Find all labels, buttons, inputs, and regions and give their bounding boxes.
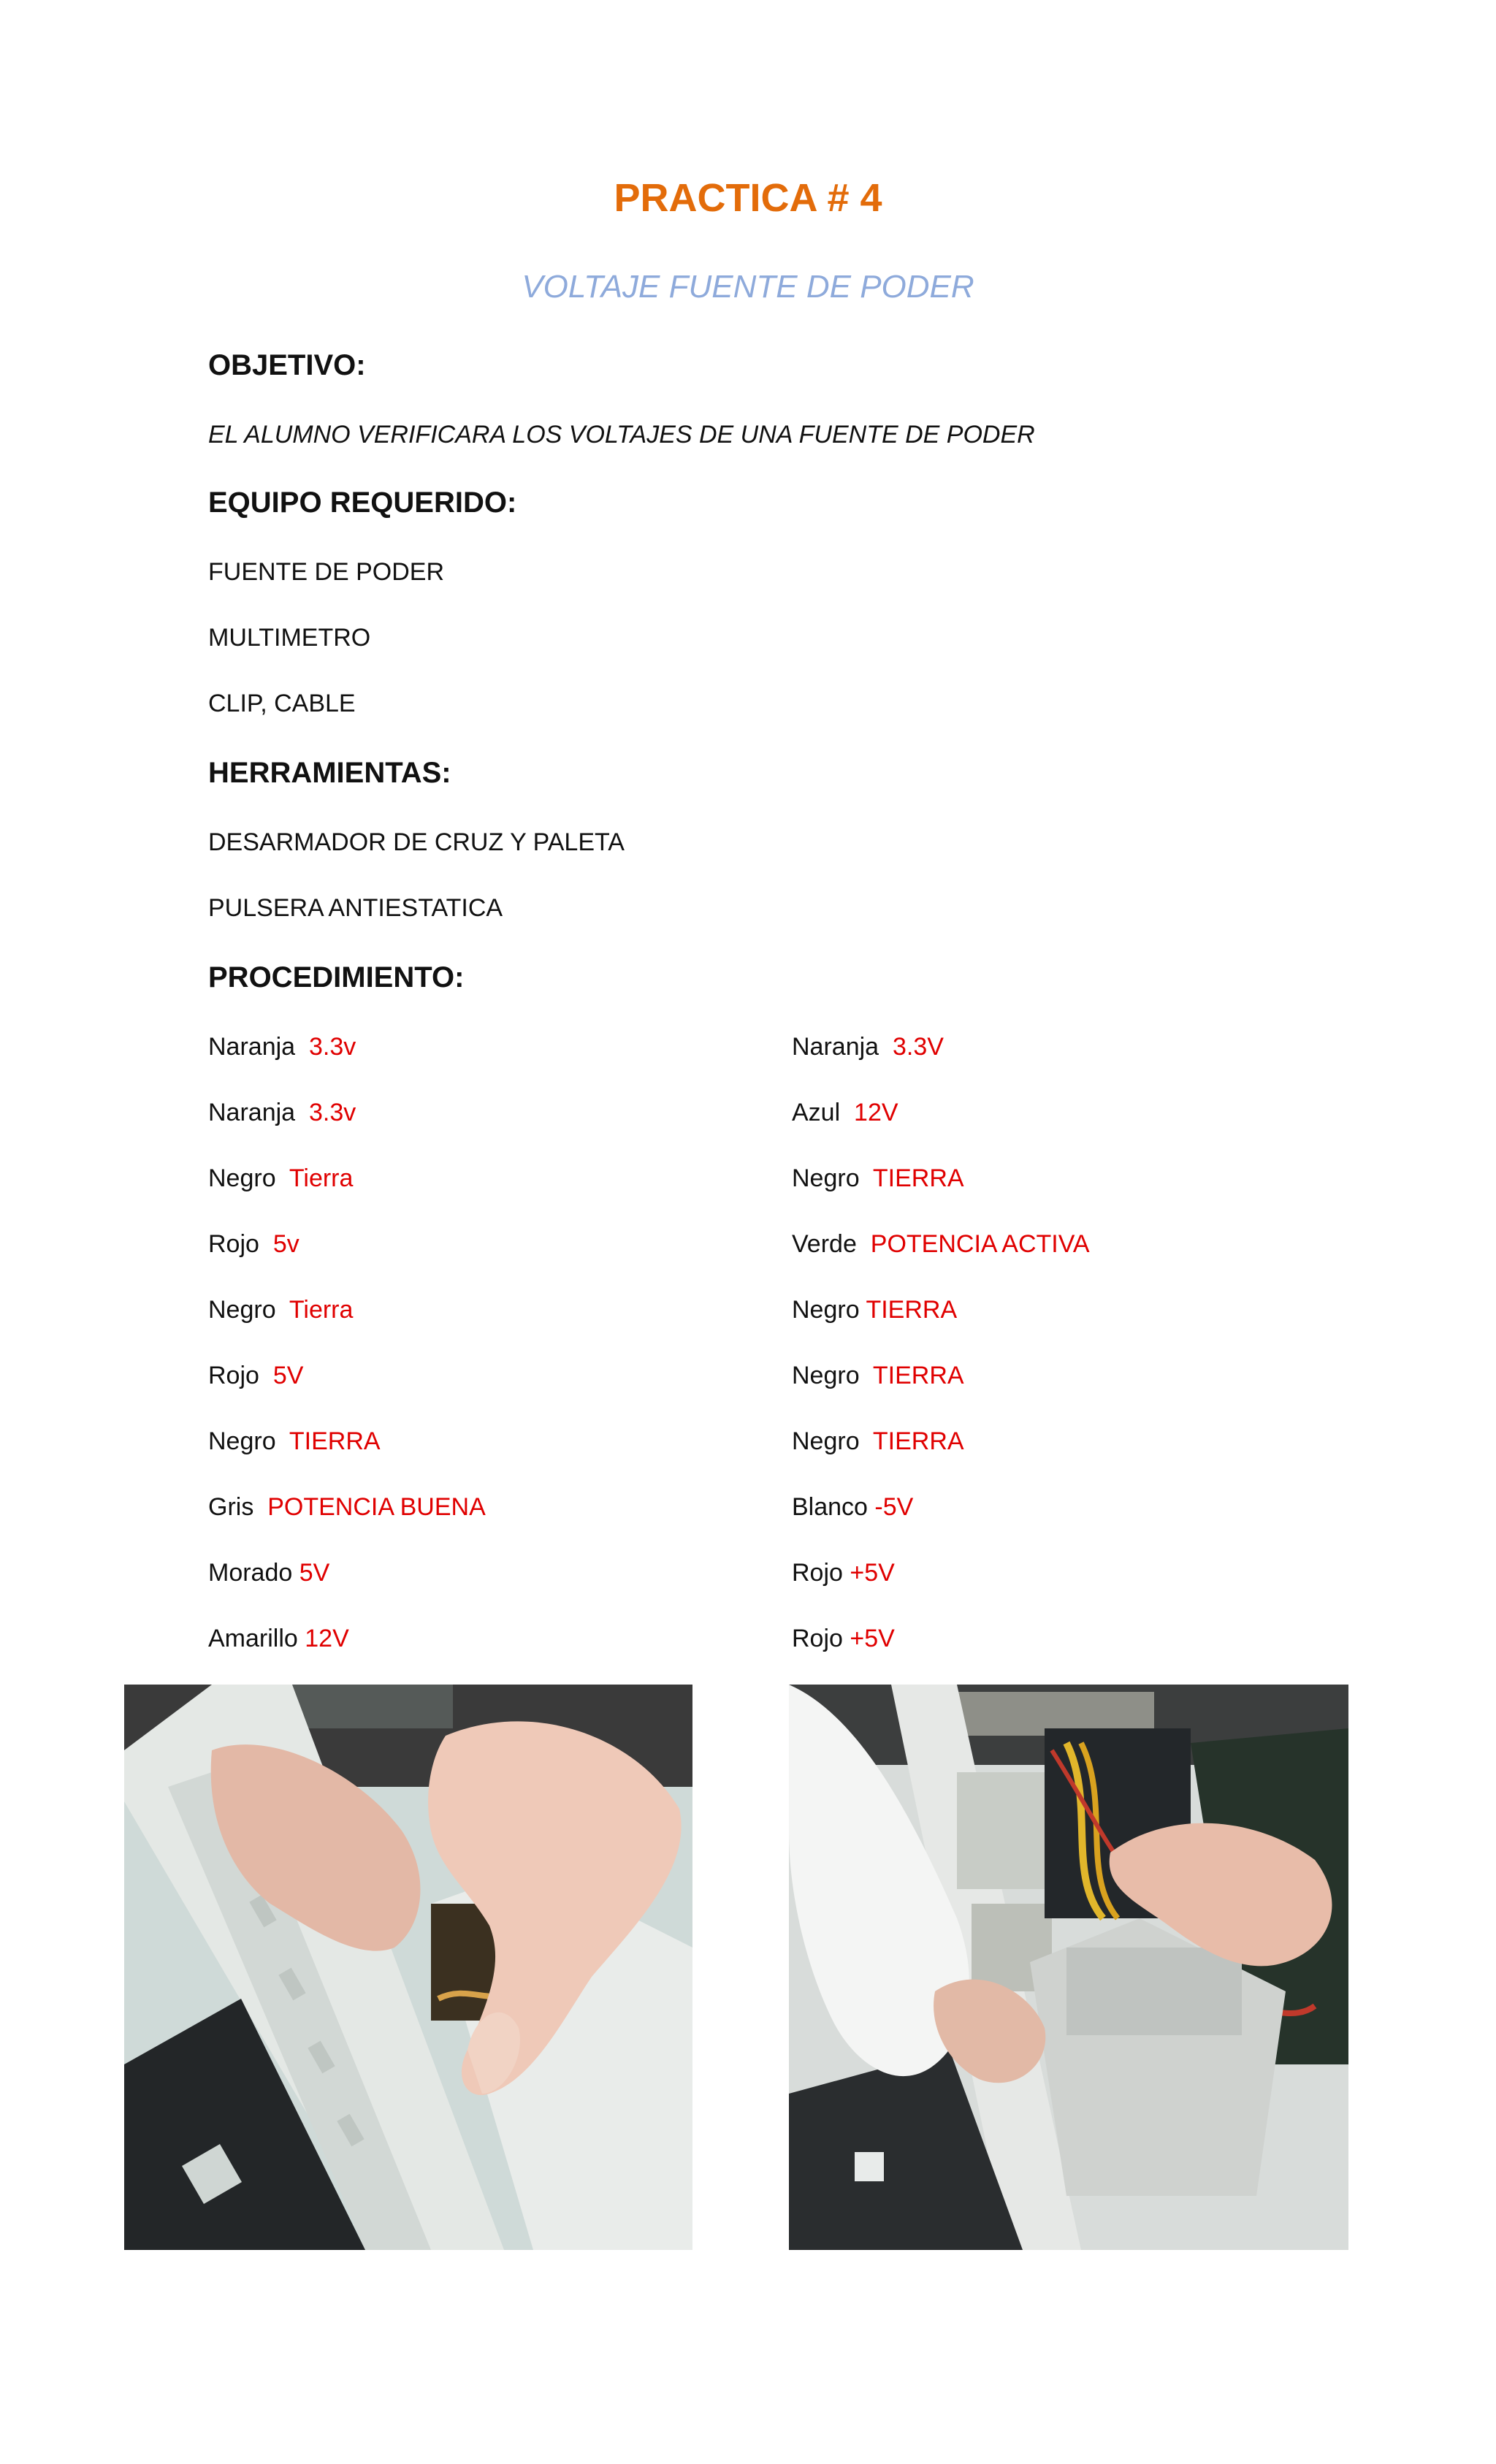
photo-power-supply-right [789, 1685, 1348, 2250]
wire-entry [792, 1427, 964, 1456]
wire-voltage: POTENCIA BUENA [267, 1493, 486, 1521]
wire-voltage: Tierra [289, 1164, 354, 1192]
wire-color: Azul [792, 1099, 841, 1126]
page-subtitle: VOLTAJE FUENTE DE PODER [522, 269, 974, 305]
wire-entry [208, 1362, 303, 1390]
wire-color: Rojo [792, 1559, 843, 1587]
wire-entry [208, 1427, 381, 1456]
procedure-heading: PROCEDIMIENTO: [208, 961, 465, 993]
wire-entry [792, 1033, 944, 1061]
wire-voltage: 5V [299, 1559, 330, 1587]
wire-voltage: 3.3v [308, 1033, 356, 1061]
objective-text: EL ALUMNO VERIFICARA LOS VOLTAJES DE UNA FUENTE DE PODER [208, 421, 1035, 449]
wire-color: Negro [208, 1164, 276, 1192]
wire-voltage: +5V [850, 1559, 895, 1587]
wire-voltage: +5V [850, 1625, 895, 1652]
wire-voltage: TIERRA [872, 1164, 964, 1192]
page-title: PRACTICA # 4 [614, 176, 882, 220]
tools-heading: HERRAMIENTAS: [208, 757, 451, 789]
wire-entry [792, 1230, 1090, 1259]
equipment-heading: EQUIPO REQUERIDO: [208, 487, 517, 519]
wire-entry [208, 1164, 353, 1193]
wire-color: Amarillo [208, 1625, 298, 1652]
wire-entry [208, 1493, 486, 1522]
wire-color: Naranja [208, 1033, 296, 1061]
objective-heading: OBJETIVO: [208, 349, 366, 381]
wire-color: Rojo [208, 1230, 259, 1258]
wire-color: Negro [208, 1427, 276, 1455]
wire-voltage: POTENCIA ACTIVA [870, 1230, 1090, 1258]
wire-entry [792, 1296, 957, 1324]
wire-entry [208, 1033, 356, 1061]
wire-voltage: 3.3v [308, 1099, 356, 1126]
wire-voltage: 5V [272, 1362, 304, 1389]
wire-color: Rojo [208, 1362, 259, 1389]
equipment-item: FUENTE DE PODER [208, 558, 445, 586]
wire-color: Naranja [792, 1033, 879, 1061]
wire-voltage: 3.3V [892, 1033, 944, 1061]
wire-voltage: Tierra [289, 1296, 354, 1324]
wire-color: Gris [208, 1493, 254, 1521]
wire-voltage: 12V [305, 1625, 349, 1652]
photo-power-supply-left [124, 1685, 692, 2250]
wire-color: Negro [792, 1427, 860, 1455]
wire-entry [208, 1230, 299, 1259]
wire-entry [208, 1296, 353, 1324]
wire-entry [792, 1559, 895, 1587]
wire-entry [792, 1164, 964, 1193]
equipment-item: MULTIMETRO [208, 624, 371, 652]
wire-entry [792, 1099, 898, 1127]
wire-color: Negro [208, 1296, 276, 1324]
wire-voltage: 12V [854, 1099, 898, 1126]
wire-color: Negro [792, 1164, 860, 1192]
tools-item: DESARMADOR DE CRUZ Y PALETA [208, 828, 625, 856]
wire-entry [792, 1362, 964, 1390]
wire-entry [792, 1625, 895, 1653]
wire-voltage: 5v [272, 1230, 299, 1258]
equipment-item: CLIP, CABLE [208, 690, 356, 717]
wire-voltage: TIERRA [289, 1427, 381, 1455]
wire-color: Blanco [792, 1493, 868, 1521]
wire-voltage: -5V [874, 1493, 914, 1521]
wire-voltage: TIERRA [866, 1296, 958, 1324]
wire-entry [208, 1625, 349, 1653]
wire-color: Negro [792, 1296, 860, 1324]
wire-voltage: TIERRA [872, 1362, 964, 1389]
wire-color: Naranja [208, 1099, 296, 1126]
wire-color: Rojo [792, 1625, 843, 1652]
wire-entry [792, 1493, 913, 1522]
wire-color: Morado [208, 1559, 293, 1587]
wire-entry [208, 1099, 356, 1127]
tools-item: PULSERA ANTIESTATICA [208, 894, 503, 922]
wire-voltage: TIERRA [872, 1427, 964, 1455]
wire-color: Verde [792, 1230, 857, 1258]
wire-entry [208, 1559, 329, 1587]
wire-color: Negro [792, 1362, 860, 1389]
